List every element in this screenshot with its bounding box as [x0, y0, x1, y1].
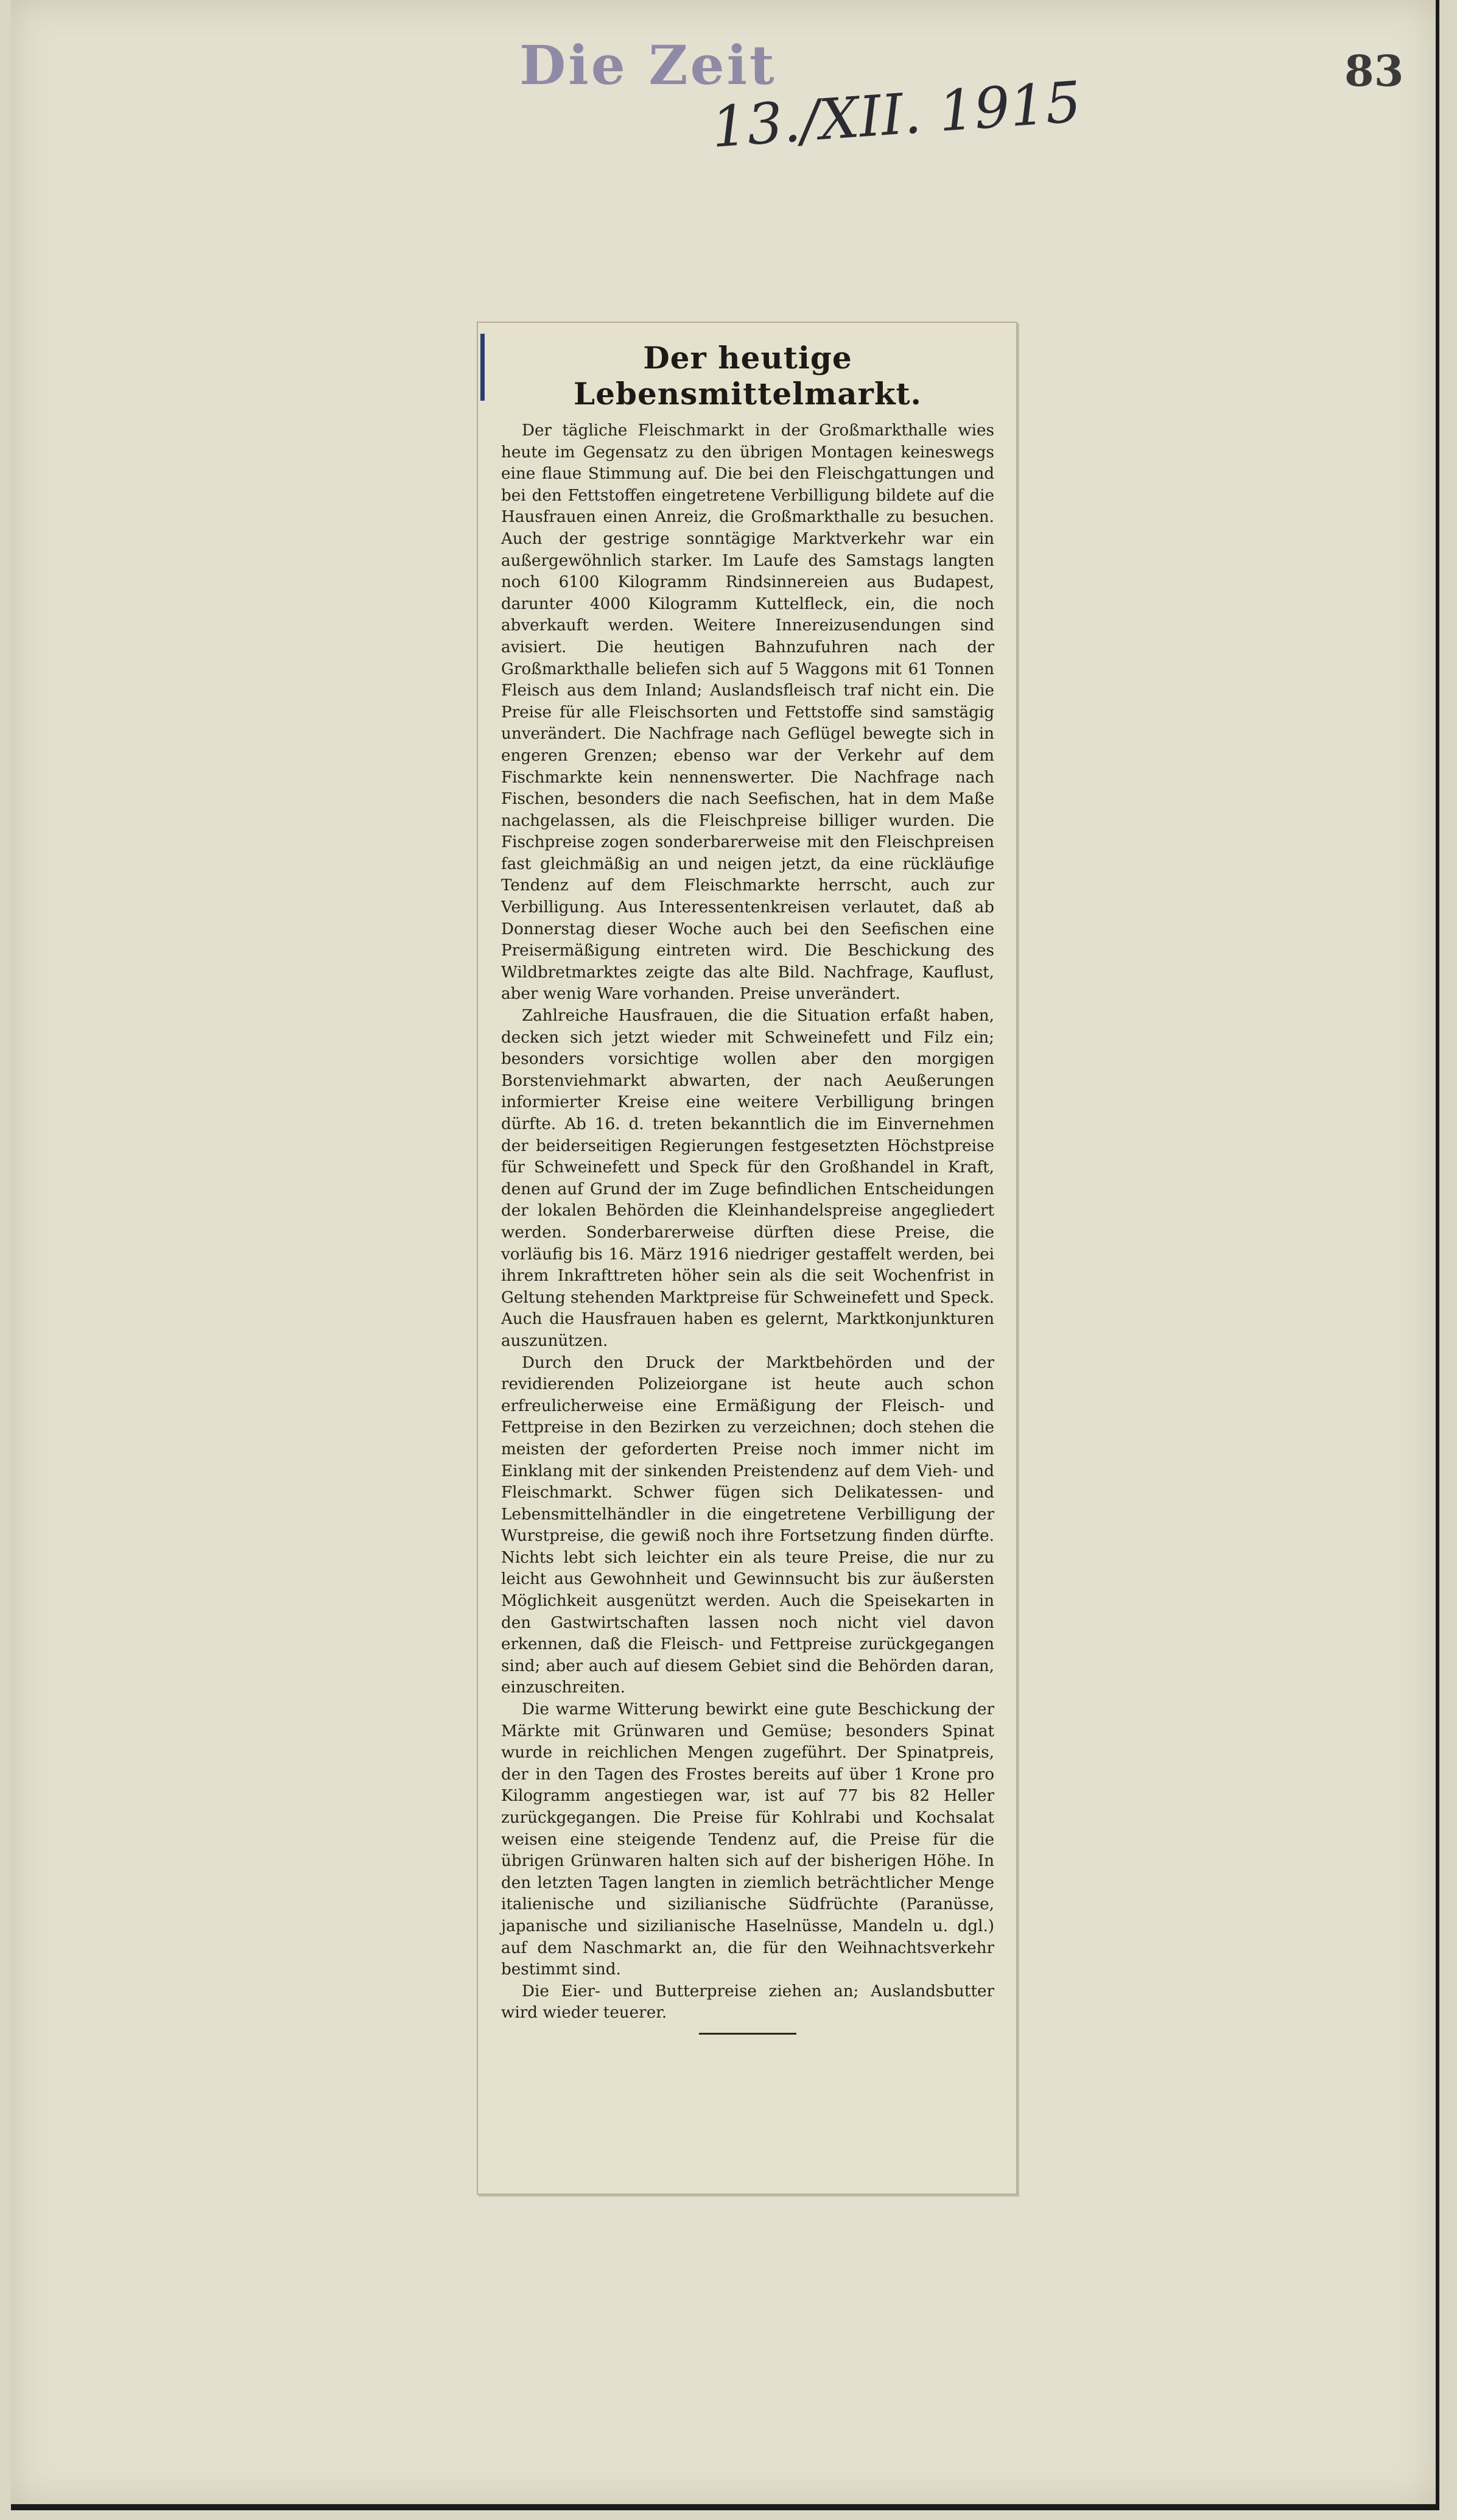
- article-headline: Der heutige Lebensmittelmarkt.: [574, 340, 922, 412]
- newspaper-clipping: [477, 322, 1017, 2195]
- blue-pencil-mark: [480, 334, 485, 401]
- article-paragraph: Zahlreiche Hausfrauen, die die Situation erfaßt haben, decken sich jetzt wieder mit Schweinefett und Filz ein; besonders vorsichtige wollen aber den morgigen Borstenviehmarkt abwarten, der nach Aeußerungen informierter Kreise eine weitere Verbilligung bringen dürfte. Ab 16. d. treten bekanntlich die im Einvernehmen der beiderseitigen Regierungen festgesetzten Höchstpreise für Schweinefett und Speck für den Großhandel in Kraft, denen auf Grund der im Zuge befindlichen Entscheidungen der lokalen Behörden die Kleinhandelspreise angegliedert werden. Sonderbarerweise dürften diese Preise, die vorläufig bis 16. März 1916 niedriger gestaffelt werden, bei ihrem Inkrafttreten höher sein als die seit Wochenfrist in Geltung stehenden Marktpreise für Schweinefett und Speck. Auch die Hausfrauen haben es gelernt, Marktkonjunkturen auszunützen.: [501, 1007, 994, 1350]
- handwritten-date: 13./XII. 1915: [709, 69, 1084, 161]
- archive-sheet: [11, 0, 1439, 2510]
- article-paragraph: Die Eier- und Butterpreise ziehen an; Auslandsbutter wird wieder teuerer.: [501, 1982, 994, 2022]
- article-paragraph: Der tägliche Fleischmarkt in der Großmarkthalle wies heute im Gegensatz zu den übrigen Montagen keineswegs eine flaue Stimmung auf. Die bei den Fleischgattungen und bei den Fettstoffen eingetretene Verbilligung bildete auf die Hausfrauen einen Anreiz, die Großmarkthalle zu besuchen. Auch der gestrige sonntägige Marktverkehr war ein außergewöhnlich starker. Im Laufe des Samstags langten noch 6100 Kilogramm Rindsinnereien aus Budapest, darunter 4000 Kilogramm Kuttelfleck, ein, die noch abverkauft werden. Weitere Innereizusendungen sind avisiert. Die heutigen Bahnzufuhren nach der Großmarkthalle beliefen sich auf 5 Waggons mit 61 Tonnen Fleisch aus dem Inland; Auslandsfleisch traf nicht ein. Die Preise für alle Fleischsorten und Fettstoffe sind samstägig unverändert. Die Nachfrage nach Geflügel bewegte sich in engeren Grenzen; ebenso war der Verkehr auf dem Fischmarkte kein nennenswerter. Die Nachfrage nach Fischen, besonders die nach Seefischen, hat in dem Maße nachgelassen, als die Fleischpreise billiger wurden. Die Fischpreise zogen sonderbarerweise mit den Fleischpreisen fast gleichmäßig an und neigen jetzt, da eine rückläufige Tendenz auf dem Fleischmarkte herrscht, auch zur Verbilligung. Aus Interessentenkreisen verlautet, daß ab Donnerstag dieser Woche auch bei den Seefischen eine Preisermäßigung eintreten wird. Die Beschickung des Wildbretmarktes zeigte das alte Bild. Nachfrage, Kauflust, aber wenig Ware vorhanden. Preise unverändert.: [501, 421, 994, 1004]
- article-paragraph: Durch den Druck der Marktbehörden und der revidierenden Polizeiorgane ist heute auch schon erfreulicherweise eine Ermäßigung der Fleisch- und Fettpreise in den Bezirken zu verzeichnen; doch stehen die meisten der geforderten Preise noch immer nicht im Einklang mit der sinkenden Preistendenz auf dem Vieh- und Fleischmarkt. Schwer fügen sich Delikatessen- und Lebensmittelhändler in die eingetretene Verbilligung der Wurstpreise, die gewiß noch ihre Fortsetzung finden dürfte. Nichts lebt sich leichter ein als teure Preise, die nur zu leicht aus Gewohnheit und Gewinnsucht bis zur äußersten Möglichkeit ausgenützt werden. Auch die Speisekarten in den Gastwirtschaften lassen noch nicht viel davon erkennen, daß die Fleisch- und Fettpreise zurückgegangen sind; aber auch auf diesem Gebiet sind die Behörden daran, einzuschreiten.: [501, 1353, 994, 1697]
- page-number: 83: [1344, 46, 1404, 96]
- article-paragraph: Die warme Witterung bewirkt eine gute Beschickung der Märkte mit Grünwaren und Gemüse; besonders Spinat wurde in reichlichen Mengen zugeführt. Der Spinatpreis, der in den Tagen des Frostes bereits auf über 1 Krone pro Kilogramm angestiegen war, ist auf 77 bis 82 Heller zurückgegangen. Die Preise für Kohlrabi und Kochsalat weisen eine steigende Tendenz auf, die Preise für die übrigen Grünwaren halten sich auf der bisherigen Höhe. In den letzten Tagen langten in ziemlich beträchtlicher Menge italienische und sizilianische Südfrüchte (Paranüsse, japanische und sizilianische Haselnüsse, Mandeln u. dgl.) auf dem Naschmarkt an, die für den Weihnachtsverkehr bestimmt sind.: [501, 1700, 994, 1979]
- end-rule: [699, 2033, 796, 2035]
- newspaper-stamp: Die Zeit: [519, 33, 777, 97]
